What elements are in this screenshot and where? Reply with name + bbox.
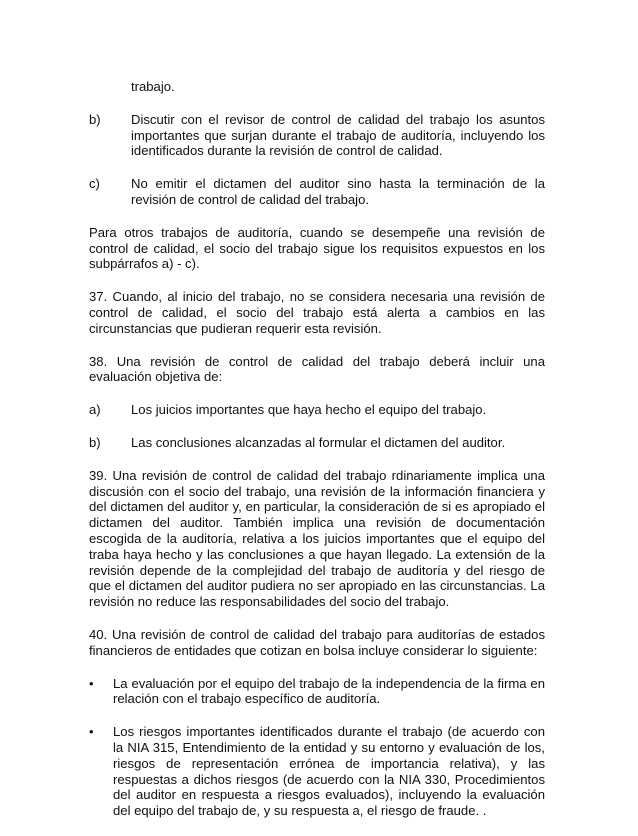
list-item: [89, 435, 545, 451]
list-item-text: Los juicios importantes que haya hecho el equipo del trabajo.: [131, 402, 487, 418]
paragraph-40: 40. Una revisión de control de calidad del trabajo para auditorías de estados financieros de entidades que cotizan en bolsa incluye considerar lo siguiente:: [89, 626, 545, 658]
list-item-text: Discutir con el revisor de control de calidad del trabajo los asuntos importantes que surjan durante el trabajo de auditoría, incluyendo los identificados durante la revisión de control de calidad.: [131, 111, 545, 159]
paragraph-39: 39. Una revisión de control de calidad del trabajo rdinariamente implica una discusión con el socio del trabajo, una revisión de la información financiera y del dictamen del auditor y, en particular, la consideración de si es apropiado el dictamen del auditor. También implica una revisión de documentación escogida de la auditoría, relativa a los juicios importantes que el equipo del traba haya hecho y las conclusiones a que hayan llegado. La extensión de la revisión depende de la complejidad del trabajo de auditoría y del riesgo de que el dictamen del auditor pudiera no ser apropiado en las circunstancias. La revisión no reduce las responsabilidades del socio del trabajo.: [89, 467, 545, 610]
list-item-label: b): [89, 434, 101, 450]
bullet-icon: •: [89, 724, 94, 740]
list-item-label: a): [89, 402, 101, 418]
document-page: [89, 79, 545, 836]
bullet-text: La evaluación por el equipo del trabajo de la independencia de la firma en relación con el trabajo específico de auditoría.: [113, 675, 545, 707]
list-item-label: b): [89, 111, 101, 127]
bullet-text: Los riesgos importantes identificados durante el trabajo (de acuerdo con la NIA 315, Entendimiento de la entidad y su entorno y evaluación de los, riesgos de representación errónea de importancia relativa), y las respuestas a dichos riesgos (de acuerdo con la NIA 330, Procedimientos del auditor en respuesta a riesgos evaluados), incluyendo la evaluación del equipo del trabajo de, y su respuesta a, el riesgo de fraude. .: [113, 724, 545, 819]
bullet-item: [89, 724, 545, 819]
paragraph-otros-trabajos: Para otros trabajos de auditoría, cuando se desempeñe una revisión de control de calidad, el socio del trabajo sigue los requisitos expuestos en los subpárrafos a) - c).: [89, 224, 545, 272]
list-item-text: No emitir el dictamen del auditor sino hasta la terminación de la revisión de control de calidad del trabajo.: [131, 176, 545, 207]
continuation-text: trabajo.: [131, 79, 175, 94]
list-item: [89, 176, 545, 208]
paragraph-38: 38. Una revisión de control de calidad del trabajo deberá incluir una evaluación objetiva de:: [89, 353, 545, 385]
list-item: [89, 402, 545, 418]
paragraph-37: 37. Cuando, al inicio del trabajo, no se considera necesaria una revisión de control de calidad, el socio del trabajo está alerta a cambios en las circunstancias que pudieran requerir esta revisión.: [89, 289, 545, 336]
list-item-label: c): [89, 176, 100, 192]
list-item-text: Las conclusiones alcanzadas al formular el dictamen del auditor.: [131, 434, 506, 450]
list-item: [89, 112, 545, 159]
bullet-icon: •: [89, 675, 94, 691]
bullet-item: [89, 676, 545, 708]
